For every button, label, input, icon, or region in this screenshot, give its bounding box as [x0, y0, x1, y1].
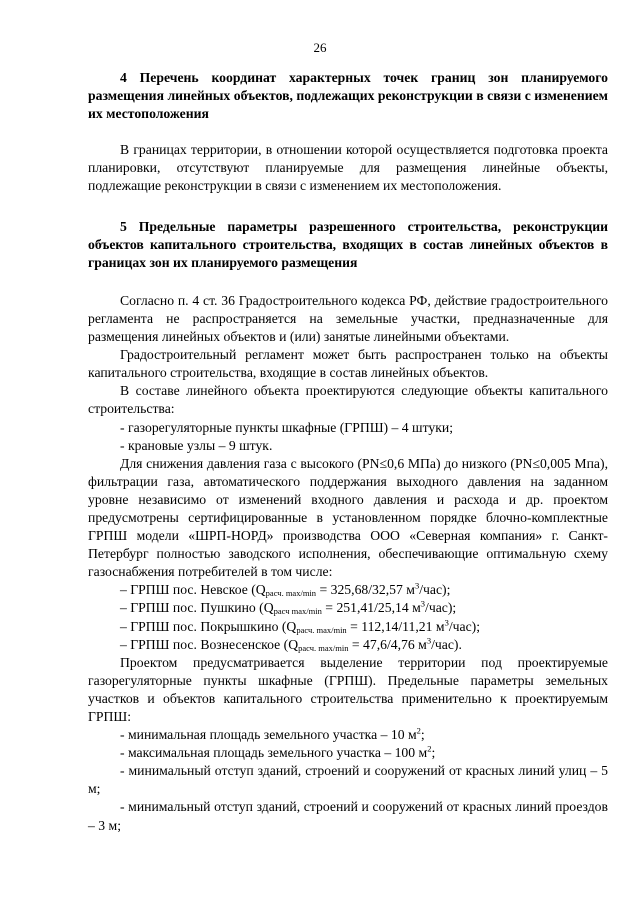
- grpsh-item: – ГРПШ пос. Невское ($Q_{расч. max/min} = 325,68/32,57$ $м^3/час$);: [120, 580, 451, 599]
- section-4-heading: 4 Перечень координат характерных точек границ зон планируемого размещения линейных объектов, подлежащих реконструкции в связи с изменением их местоположения: [88, 70, 608, 122]
- param-item: - минимальный отступ зданий, строений и сооружений от красных линий проездов – 3 м;: [88, 799, 608, 833]
- paragraph-1: Согласно п. 4 ст. 36 Градостроительного кодекса РФ, действие градостроительного регламента не распространяется на земельные участки, предназначенные для размещения линейных объектов и (или) занятые линейными объектами.: [88, 292, 608, 345]
- list-item-valves: - крановые узлы – 9 штук.: [120, 437, 273, 453]
- paragraph-3: В составе линейного объекта проектируются следующие объекты капитального строительства:: [88, 383, 608, 417]
- param-item: - минимальная площадь земельного участка – 10 $м^2$;: [120, 725, 425, 743]
- grpsh-item: – ГРПШ пос. Пушкино ($Q_{расч max/min} = 251,41/25,14$ $м^3/час$);: [120, 598, 457, 617]
- paragraph-2: Градостроительный регламент может быть распространен только на объекты капитального строительства, входящие в состав линейных объектов.: [88, 347, 608, 381]
- section-5-heading: 5 Предельные параметры разрешенного строительства, реконструкции объектов капитального строительства, входящих в состав линейных объектов в границах зон их планируемого размещения: [88, 218, 608, 270]
- grpsh-item: – ГРПШ пос. Покрышкино ($Q_{расч. max/min} = 112,14/11,21$ $м^3/час$);: [120, 616, 481, 635]
- section-4-text: В границах территории, в отношении которой осуществляется подготовка проекта планировки, отсутствуют планируемые для размещения линейные объекты, подлежащие реконструкции в связи с изменением их местоположения.: [88, 142, 608, 194]
- page-number: 26: [313, 40, 327, 55]
- param-item: - максимальная площадь земельного участка – 100 $м^2$;: [120, 743, 436, 761]
- paragraph-4: Для снижения давления газа с высокого (PN≤0,6 МПа) до низкого (PN≤0,005 Мпа), фильтрации газа, автоматического поддержания выходного давления на заданном уровне независимо от изменений входного давления и расхода и др. проектом предусмотрены сертифицированные в установленном порядке блочно-комплектные ГРПШ модели «ШРП-НОРД» производства ООО «Северная компания» г. Санкт-Петербург полностью заводского исполнения, обеспечивающие оптимальную схему газоснабжения потребителей в том числе:: [88, 455, 608, 580]
- page-content: [88, 69, 608, 835]
- grpsh-item: – ГРПШ пос. Вознесенское ($Q_{расч. max/min} = 47,6/4,76$ $м^3/час$).: [120, 635, 462, 653]
- param-item: - минимальный отступ зданий, строений и сооружений от красных линий улиц – 5 м;: [88, 763, 608, 797]
- paragraph-5: Проектом предусматривается выделение территории под проектируемые газорегуляторные пункты шкафные (ГРПШ). Предельные параметры земельных участков и объектов капитального строительства применительно к проектируемым ГРПШ:: [88, 654, 608, 724]
- list-item-grpsh: - газорегуляторные пункты шкафные (ГРПШ) – 4 штуки;: [120, 419, 454, 435]
